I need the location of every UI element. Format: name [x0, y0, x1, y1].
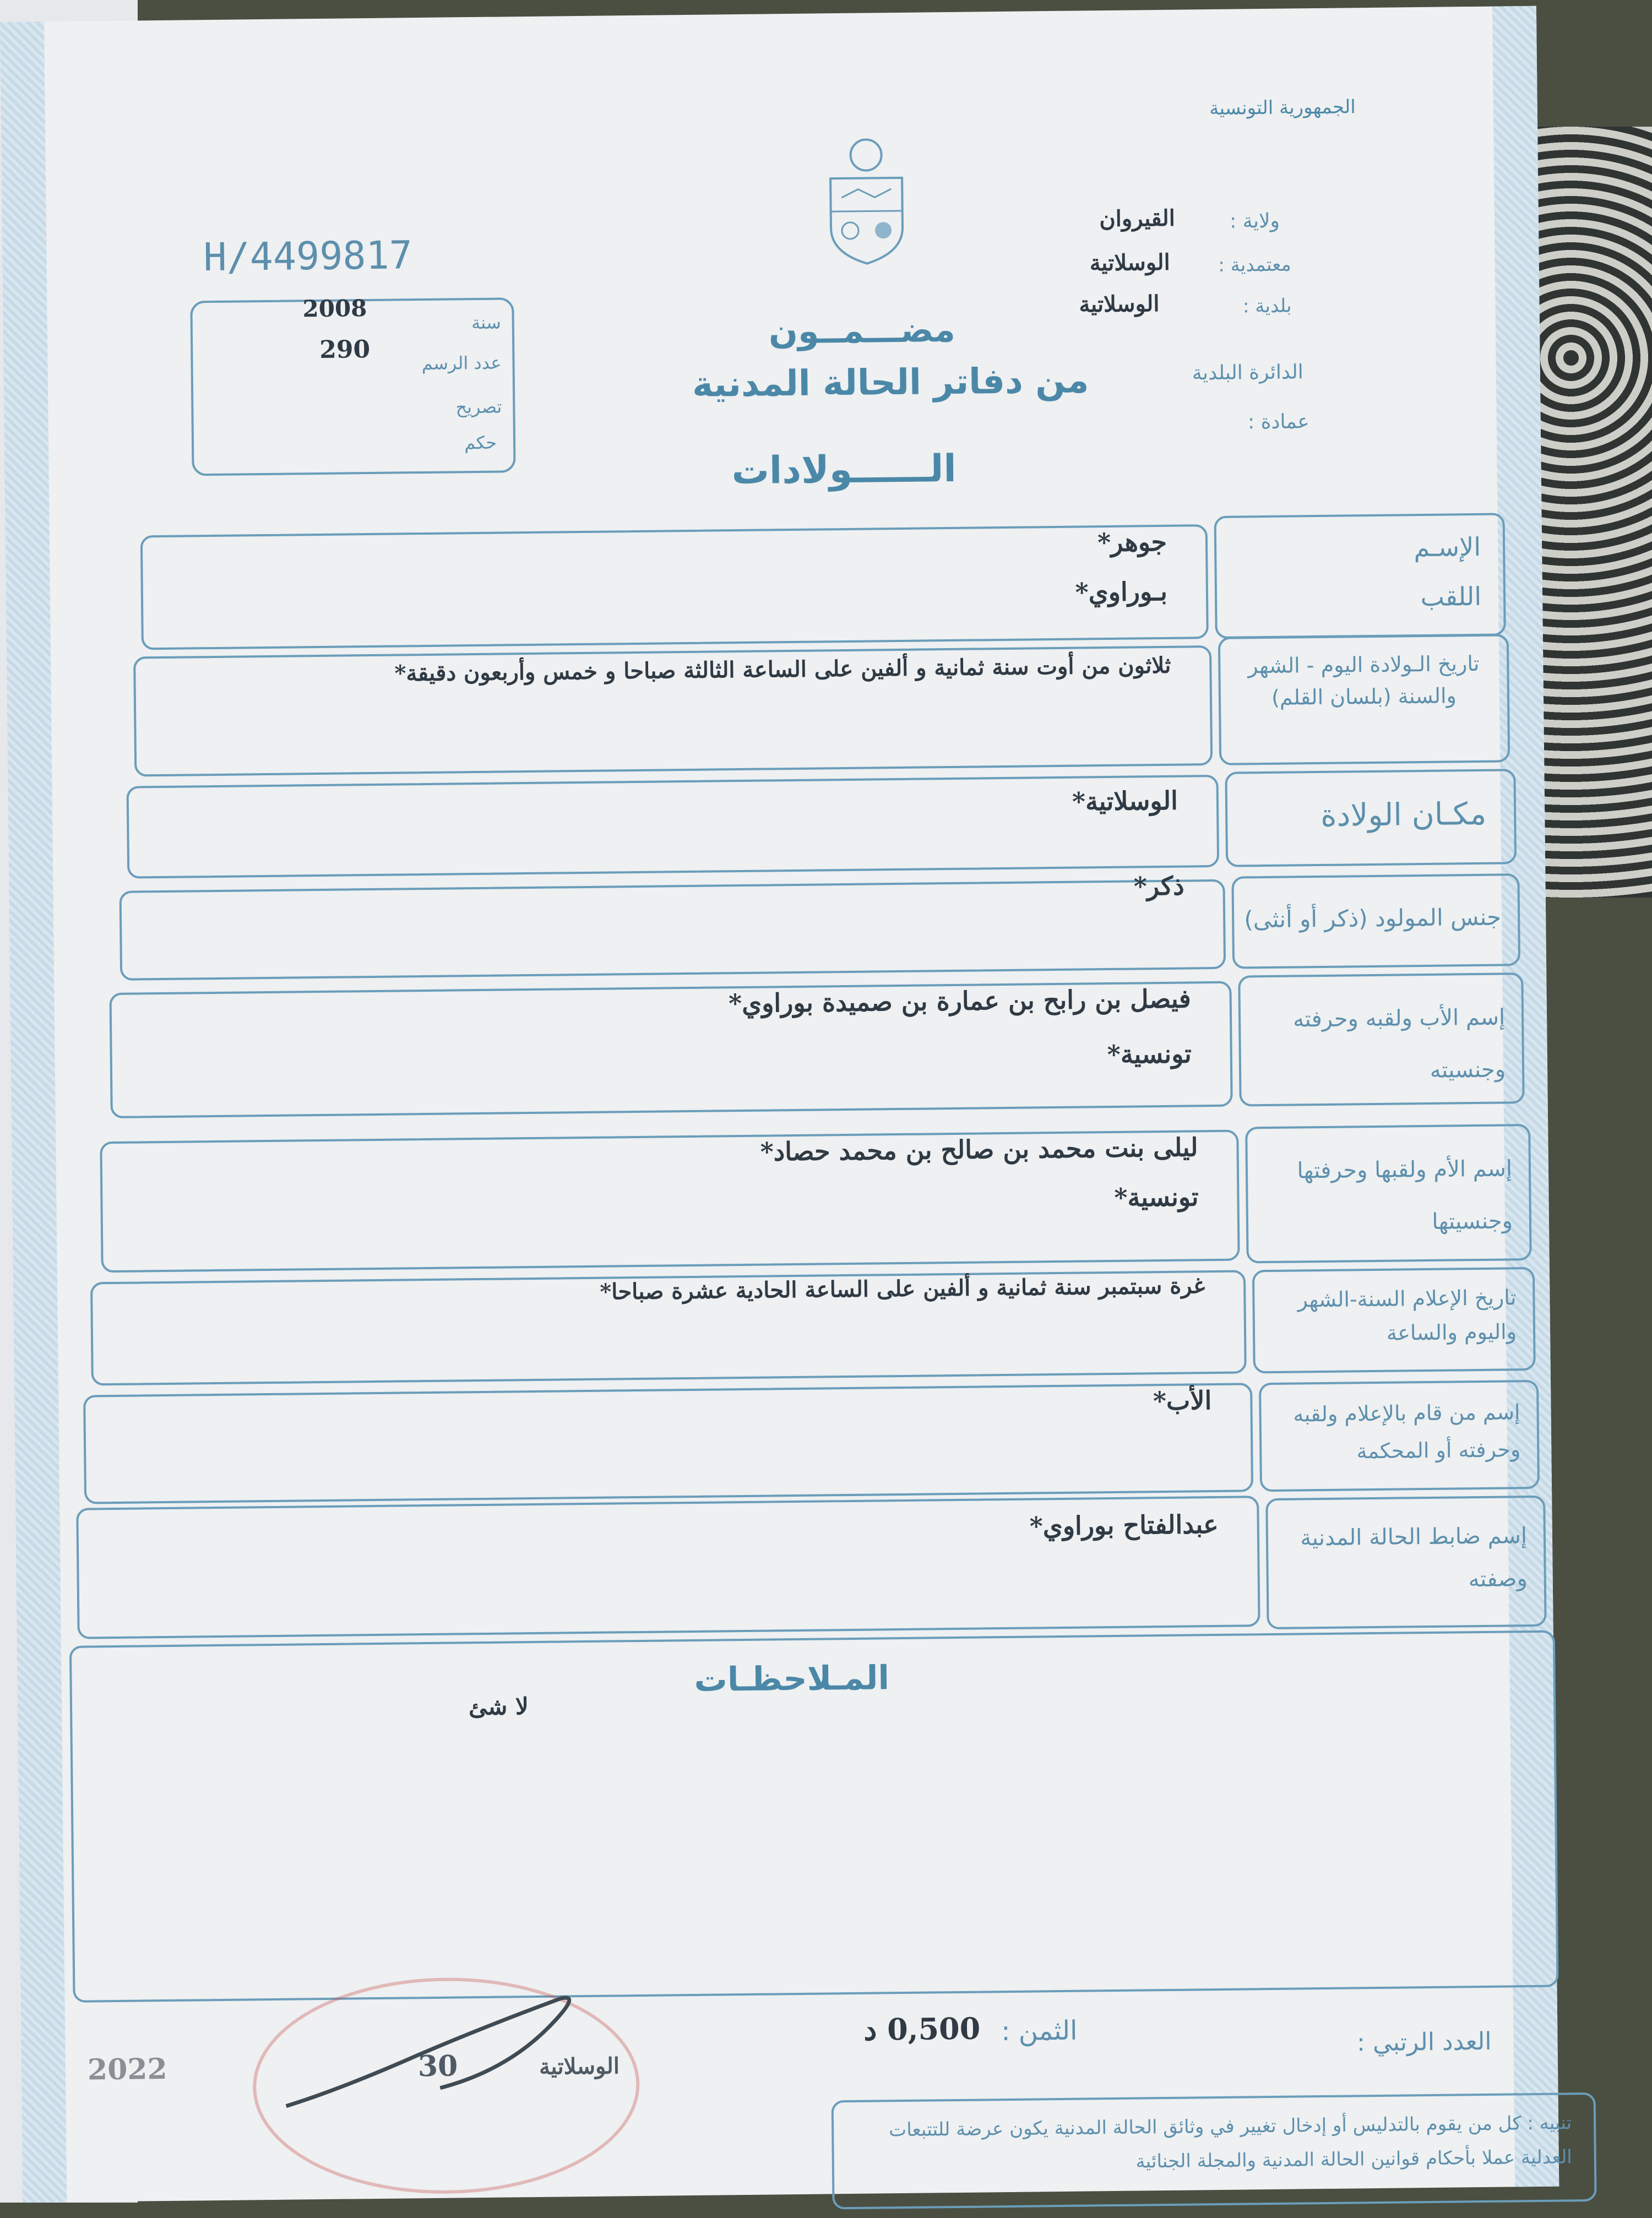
declarant-value: الأب* — [1153, 1385, 1212, 1416]
name-label-box — [1214, 513, 1506, 639]
birth-certificate — [0, 6, 1572, 2203]
title-line1: مضـــمــون — [768, 309, 956, 352]
officer-label-box — [1265, 1496, 1546, 1629]
surname-value: بـوراوي* — [1075, 576, 1168, 607]
remarks-box — [69, 1630, 1559, 2003]
birth-date-value: ثلاثون من أوت سنة ثمانية و ألفين على الساعة الثالثة صباحا و خمس وأربعون دقيقة* — [394, 652, 1171, 687]
father-value-box — [109, 981, 1232, 1118]
record-no-value: 290 — [319, 335, 371, 364]
declaration-date-value: غرة سبتمبر سنة ثمانية و ألفين على الساعة الحادية عشرة صباحا* — [600, 1273, 1205, 1305]
record-no-label: عدد الرسم — [421, 352, 502, 374]
mother-label-box — [1245, 1124, 1532, 1263]
birth-place-value-box — [127, 775, 1220, 879]
mother-value: ليلى بنت محمد بن صالح بن محمد حصاد* — [760, 1132, 1198, 1167]
municipality-value: الوسلاتية — [1079, 290, 1160, 318]
sex-value: ذكر* — [1133, 871, 1184, 901]
birth-date-label: تاريخ الـولادة اليوم - الشهر والسنة (بلسان القلم) — [1247, 651, 1480, 710]
mother-label: إسم الأم ولقبها وحرفتها وجنسيتها — [1297, 1156, 1513, 1235]
birth-place-value: الوسلاتية* — [1072, 785, 1178, 817]
birth-date-label-box — [1218, 634, 1510, 765]
judgment-label: حكم — [464, 432, 497, 454]
name-label: الإسـم — [1414, 531, 1481, 563]
birth-place-label: مكـان الولادة — [1320, 796, 1487, 834]
declarant-value-box — [83, 1383, 1253, 1504]
declaration-label: تصريح — [455, 396, 502, 418]
surname-label: اللقب — [1420, 581, 1482, 612]
birth-place-label-box — [1225, 769, 1517, 867]
municipal-district-label: الدائرة البلدية — [1192, 361, 1304, 385]
record-box — [190, 297, 515, 476]
stamp-day: 30 — [417, 2049, 458, 2084]
delegation-value: الوسلاتية — [1089, 249, 1170, 276]
municipality-label: بلدية : — [1242, 295, 1292, 318]
remarks-text: لا شئ — [468, 1693, 529, 1721]
birth-date-value-box — [133, 645, 1213, 776]
background-paper-right — [1536, 127, 1652, 898]
declaration-date-label-box — [1252, 1267, 1536, 1373]
sex-value-box — [119, 871, 1226, 981]
name-value: جوهر* — [1097, 526, 1167, 558]
title-line3: الــــــولادات — [731, 447, 957, 493]
sex-label-box — [1231, 873, 1520, 969]
serial-number-label: العدد الرتبي : — [1356, 2027, 1492, 2057]
officer-label: إسم ضابط الحالة المدنية وصفته — [1300, 1523, 1528, 1592]
officer-value: عبدالفتاح بوراوي* — [1029, 1509, 1219, 1541]
declaration-date-label: تاريخ الإعلام السنة-الشهر واليوم والساعة — [1297, 1285, 1517, 1345]
republic-label: الجمهورية التونسية — [1209, 96, 1356, 120]
year-label: سنة — [471, 312, 501, 334]
declaration-date-value-box — [90, 1270, 1247, 1385]
mother-nationality-value: تونسية* — [1114, 1182, 1199, 1213]
coat-of-arms-icon — [824, 134, 909, 267]
father-nationality-value: تونسية* — [1107, 1039, 1192, 1070]
delegation-label: معتمدية : — [1218, 253, 1291, 276]
title-line2: من دفاتر الحالة المدنية — [692, 360, 1089, 405]
sex-label: جنس المولود (ذكر أو أنثى) — [1244, 903, 1502, 933]
father-label-box — [1238, 972, 1524, 1106]
father-label: إسم الأب ولقبه وحرفته وجنسيته — [1292, 1004, 1506, 1083]
serial-number: H/4499817 — [203, 232, 413, 280]
father-value: فيصل بن رابح بن عمارة بن صميدة بوراوي* — [728, 983, 1191, 1019]
price-value: 0,500 د — [863, 2010, 981, 2047]
signature — [274, 1976, 606, 2123]
governorate-value: القيروان — [1099, 205, 1176, 232]
governorate-label: ولاية : — [1229, 209, 1280, 233]
declarant-label: إسم من قام بالإعلام ولقبه وحرفته أو المحكمة — [1293, 1400, 1521, 1464]
notice-text: تنبيه : كل من يقوم بالتدليس أو إدخال تغيير في وثائق الحالة المدنية يكون عرضة للتتبعات العدلية عملا بأحكام قوانين الحالة المدنية والمجلة الجنائية — [888, 2112, 1572, 2173]
name-value-box — [140, 524, 1209, 650]
stamp-place: الوسلاتية — [539, 2053, 620, 2080]
officer-value-box — [76, 1496, 1260, 1639]
price-label: الثمن : — [1001, 2015, 1078, 2047]
declarant-label-box — [1259, 1380, 1540, 1492]
sector-label: عمادة : — [1247, 410, 1309, 434]
stamp-year: 2022 — [87, 2052, 167, 2087]
remarks-title: المـلاحظـات — [694, 1659, 890, 1699]
year-value: 2008 — [302, 295, 367, 323]
notice-box — [832, 2092, 1597, 2210]
mother-value-box — [100, 1130, 1240, 1273]
